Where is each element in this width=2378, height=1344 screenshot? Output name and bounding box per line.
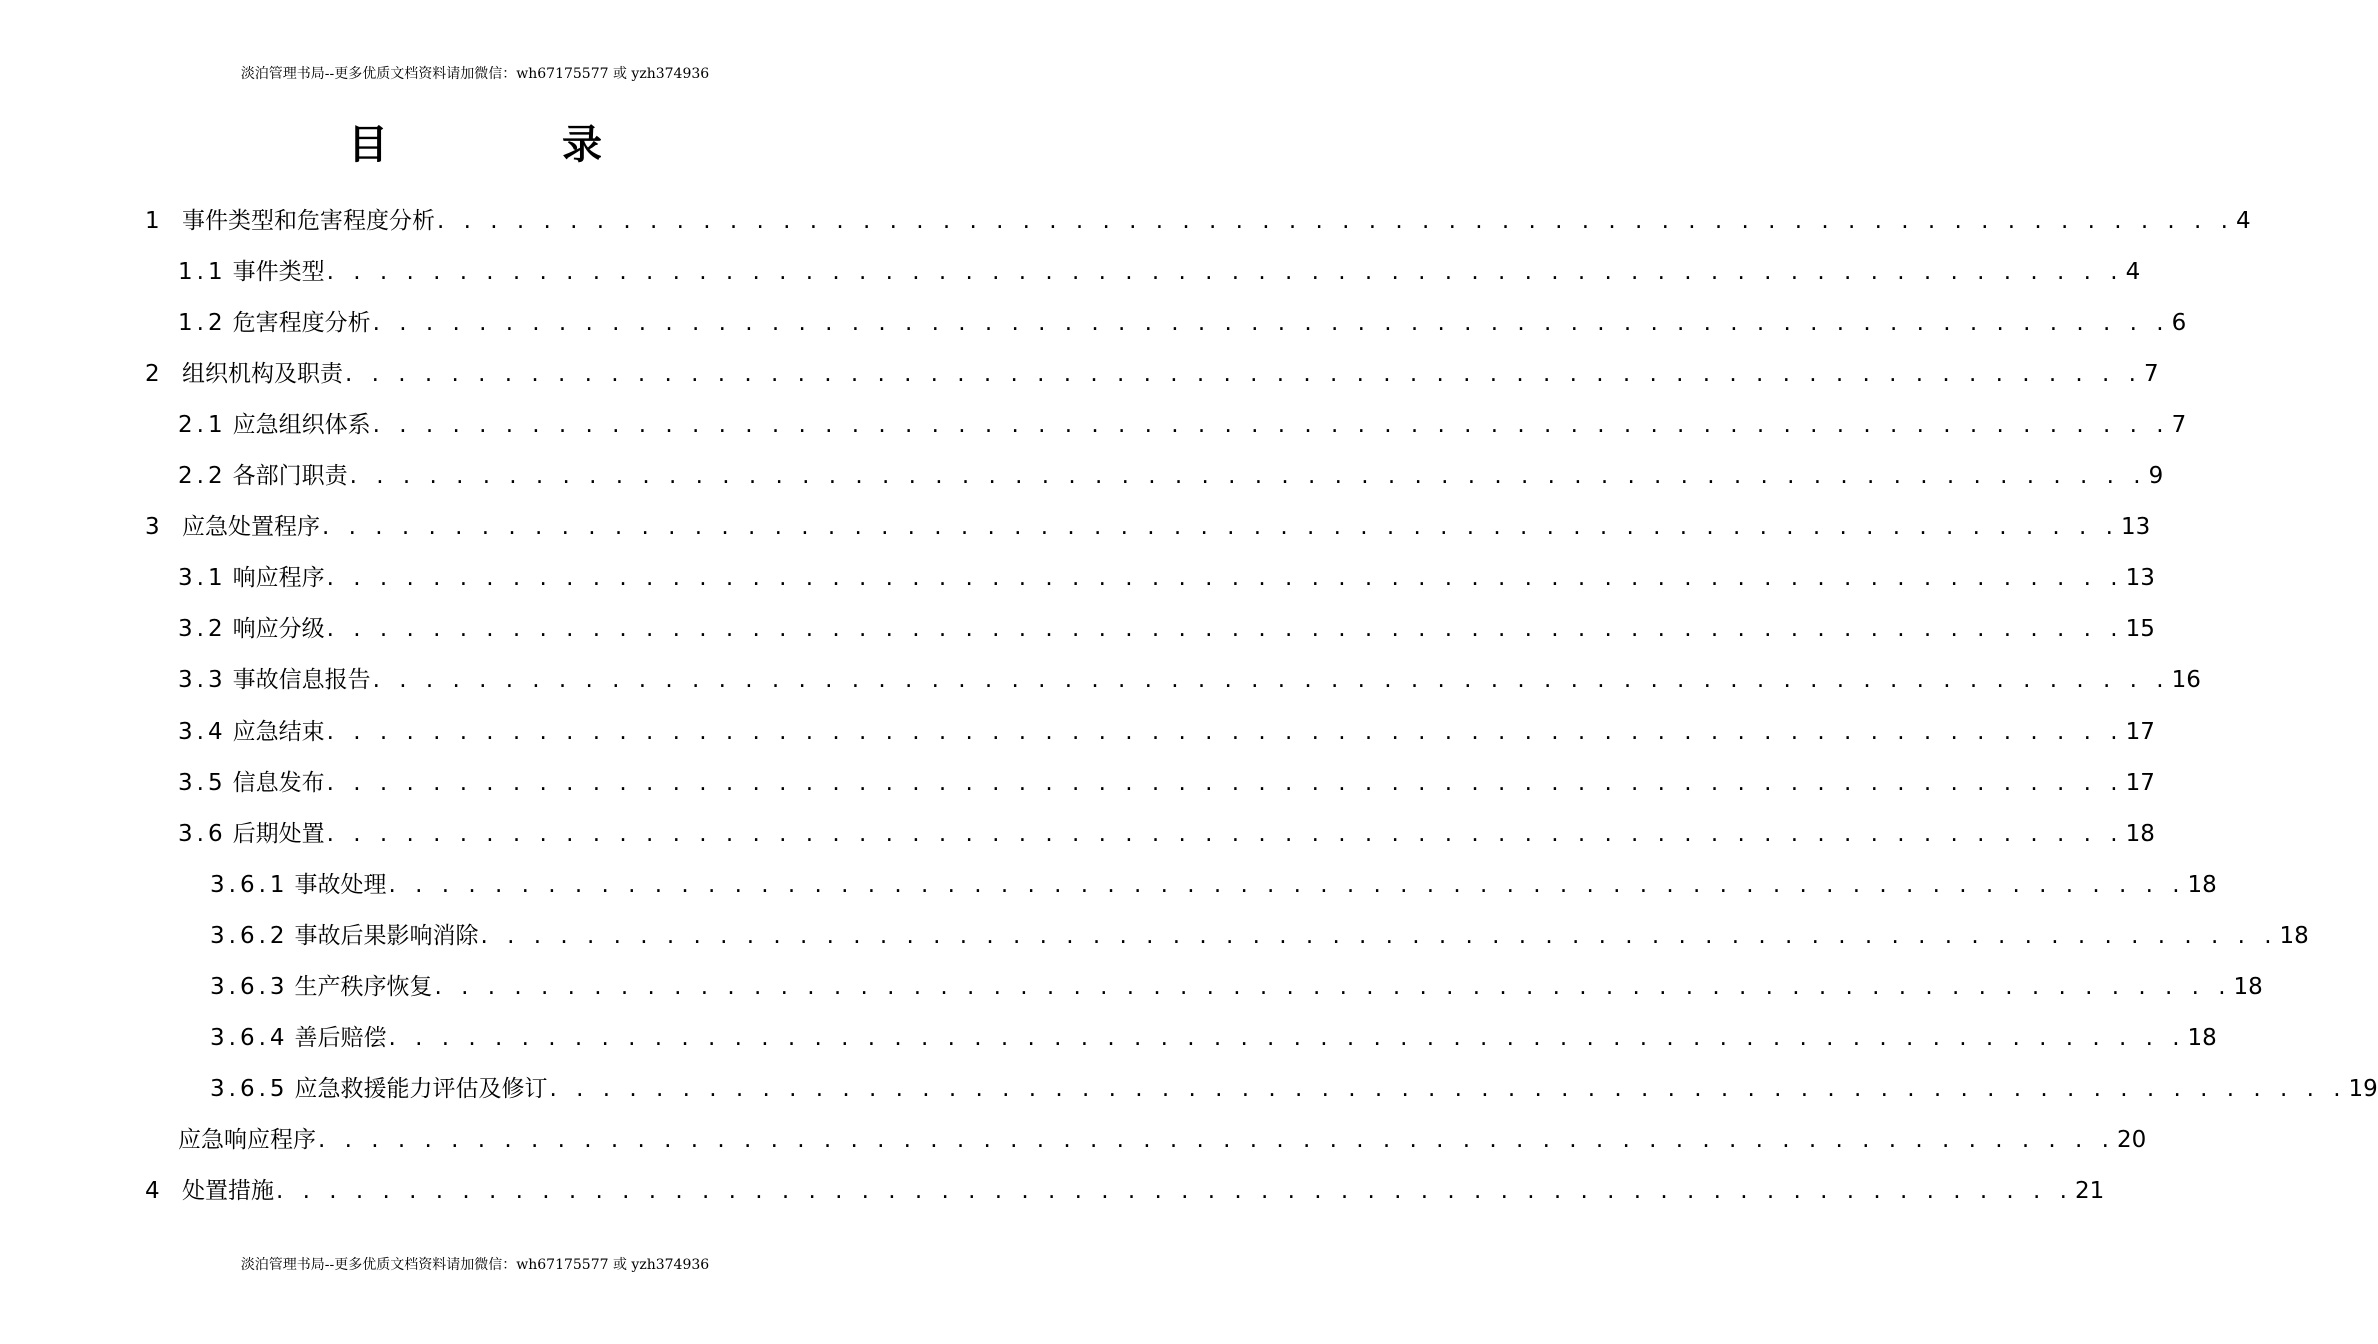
toc-entry[interactable] xyxy=(178,297,2187,348)
toc-entry[interactable] xyxy=(178,451,2164,502)
toc-entry[interactable] xyxy=(145,1166,2105,1217)
toc-entry-number: 3.6.1 xyxy=(210,871,289,898)
toc-entry-title: 应急救援能力评估及修订 xyxy=(294,1076,548,1103)
toc-entry-title: 生产秩序恢复 xyxy=(294,974,433,1000)
page-title: 目 录 xyxy=(348,122,682,168)
toc-entry-number: 3.4 xyxy=(178,718,227,745)
toc-entry-page-number: 16 xyxy=(2171,667,2201,694)
toc-entry-number: 1.2 xyxy=(178,309,227,336)
toc-entry-page-number: 6 xyxy=(2171,309,2187,336)
toc-entry[interactable] xyxy=(178,604,2155,655)
toc-leader-dots: . . . . . . . . . . . . . . . . . . . . . . . . . . . . . . . . . . . . . . . . . . . . . . . . . . . . . . . . . . . . . . . . . . . . xyxy=(326,820,2124,847)
toc-leader-dots: . . . . . . . . . . . . . . . . . . . . . . . . . . . . . . . . . . . . . . . . . . . . . . . . . . . . . . . . . . . . . . . . . . . . xyxy=(276,1178,2073,1205)
toc-entry-title: 应急响应程序 xyxy=(178,1127,316,1154)
toc-entry[interactable] xyxy=(210,1064,2378,1115)
toc-entry-number: 3.6.4 xyxy=(210,1025,289,1052)
toc-leader-dots: . . . . . . . . . . . . . . . . . . . . . . . . . . . . . . . . . . . . . . . . . . . . . . . . . . . . . . . . . . . . . . . . . . . . xyxy=(372,411,2170,438)
toc-leader-dots: . . . . . . . . . . . . . . . . . . . . . . . . . . . . . . . . . . . . . . . . . . . . . . . . . . . . . . . . . . . . . . . . . . . . xyxy=(326,769,2124,796)
toc-leader-dots: . . . . . . . . . . . . . . . . . . . . . . . . . . . . . . . . . . . . . . . . . . . . . . . . . . . . . . . . . . . . . . . . . . . . xyxy=(345,360,2142,387)
toc-entry-number: 2.1 xyxy=(178,411,227,438)
toc-entry[interactable] xyxy=(178,706,2155,757)
toc-entry-page-number: 18 xyxy=(2279,922,2309,949)
toc-entry[interactable] xyxy=(210,910,2309,961)
toc-entry-number: 1 xyxy=(145,207,164,234)
toc-entry-page-number: 7 xyxy=(2171,411,2187,438)
toc-leader-dots: . . . . . . . . . . . . . . . . . . . . . . . . . . . . . . . . . . . . . . . . . . . . . . . . . . . . . . . . . . . . . . . . . . . . xyxy=(372,309,2170,336)
toc-entry[interactable] xyxy=(145,348,2159,399)
toc-entry-page-number: 18 xyxy=(2187,871,2217,898)
toc-entry-title: 组织机构及职责 xyxy=(182,360,343,387)
toc-entry-title: 应急结束 xyxy=(232,718,325,745)
toc-entry-page-number: 18 xyxy=(2187,1025,2217,1052)
toc-entry-number: 3.5 xyxy=(178,769,227,796)
toc-entry-number: 1.1 xyxy=(178,258,227,285)
toc-entry-page-number: 20 xyxy=(2117,1127,2147,1154)
toc-leader-dots: . . . . . . . . . . . . . . . . . . . . . . . . . . . . . . . . . . . . . . . . . . . . . . . . . . . . . . . . . . . . . . . . . . . . xyxy=(437,207,2234,234)
toc-leader-dots: . . . . . . . . . . . . . . . . . . . . . . . . . . . . . . . . . . . . . . . . . . . . . . . . . . . . . . . . . . . . . . . . . . . . xyxy=(326,565,2124,592)
toc-entry-title: 后期处置 xyxy=(232,820,325,847)
toc-entry[interactable] xyxy=(178,757,2155,808)
toc-entry-title: 响应程序 xyxy=(232,565,325,592)
toc-entry-title: 信息发布 xyxy=(232,769,325,796)
toc-entry-title: 应急组织体系 xyxy=(232,411,371,438)
toc-leader-dots: . . . . . . . . . . . . . . . . . . . . . . . . . . . . . . . . . . . . . . . . . . . . . . . . . . . . . . . . . . . . . . . . . . . . xyxy=(372,667,2170,694)
toc-leader-dots: . . . . . . . . . . . . . . . . . . . . . . . . . . . . . . . . . . . . . . . . . . . . . . . . . . . . . . . . . . . . . . . . . . . . xyxy=(322,514,2119,541)
toc-entry-title: 事件类型 xyxy=(232,258,325,285)
toc-entry-page-number: 9 xyxy=(2148,463,2164,489)
toc-entry-title: 善后赔偿 xyxy=(294,1025,387,1052)
toc-entry-number: 3.6.5 xyxy=(210,1076,289,1103)
toc-leader-dots: . . . . . . . . . . . . . . . . . . . . . . . . . . . . . . . . . . . . . . . . . . . . . . . . . . . . . . . . . . . . . . . . . . . . xyxy=(326,718,2124,745)
toc-entry[interactable] xyxy=(178,655,2201,706)
toc-leader-dots: . . . . . . . . . . . . . . . . . . . . . . . . . . . . . . . . . . . . . . . . . . . . . . . . . . . . . . . . . . . . . . . . . . . . xyxy=(549,1076,2347,1103)
toc-entry-number: 3.2 xyxy=(178,616,227,643)
toc-leader-dots: . . . . . . . . . . . . . . . . . . . . . . . . . . . . . . . . . . . . . . . . . . . . . . . . . . . . . . . . . . . . . . . . . . . . xyxy=(388,1025,2186,1052)
toc-leader-dots: . . . . . . . . . . . . . . . . . . . . . . . . . . . . . . . . . . . . . . . . . . . . . . . . . . . . . . . . . . . . . . . . . . . . xyxy=(480,922,2278,949)
toc-entry-page-number: 4 xyxy=(2236,207,2251,234)
toc-entry-page-number: 18 xyxy=(2125,820,2155,847)
toc-entry-page-number: 17 xyxy=(2125,769,2155,796)
toc-entry-number: 3.6.3 xyxy=(210,974,289,1000)
toc-entry-page-number: 15 xyxy=(2125,616,2155,643)
toc-entry[interactable] xyxy=(178,808,2155,859)
toc-entry[interactable] xyxy=(178,246,2141,297)
toc-entry[interactable] xyxy=(145,502,2151,553)
toc-entry-title: 各部门职责 xyxy=(232,463,348,489)
toc-entry[interactable] xyxy=(178,1115,2147,1166)
toc-entry-number: 3 xyxy=(145,514,164,541)
toc-leader-dots: . . . . . . . . . . . . . . . . . . . . . . . . . . . . . . . . . . . . . . . . . . . . . . . . . . . . . . . . . . . . . . . . . . . . xyxy=(326,258,2124,285)
toc-entry-number: 3.3 xyxy=(178,667,227,694)
toc-entry-number: 2 xyxy=(145,360,164,387)
toc-entry[interactable] xyxy=(210,1013,2217,1064)
toc-entry-page-number: 19 xyxy=(2348,1076,2378,1103)
toc-entry-page-number: 13 xyxy=(2121,514,2151,541)
toc-entry-title: 响应分级 xyxy=(232,616,325,643)
toc-entry-number: 3.6.2 xyxy=(210,922,289,949)
toc-entry-title: 事件类型和危害程度分析 xyxy=(182,207,435,234)
toc-entry-page-number: 7 xyxy=(2144,360,2159,387)
toc-entry-number: 2.2 xyxy=(178,463,227,489)
toc-entry-page-number: 21 xyxy=(2075,1178,2105,1205)
header-note: 淡泊管理书局--更多优质文档资料请加微信：wh67175577 或 yzh374936 xyxy=(240,66,710,82)
footer-note: 淡泊管理书局--更多优质文档资料请加微信：wh67175577 或 yzh374936 xyxy=(240,1257,710,1273)
toc-leader-dots: . . . . . . . . . . . . . . . . . . . . . . . . . . . . . . . . . . . . . . . . . . . . . . . . . . . . . . . . . . . . . . . . . . . . xyxy=(434,974,2232,1000)
toc-leader-dots: . . . . . . . . . . . . . . . . . . . . . . . . . . . . . . . . . . . . . . . . . . . . . . . . . . . . . . . . . . . . . . . . . . . . xyxy=(326,616,2124,643)
toc-entry-title: 事故处理 xyxy=(294,871,387,898)
toc-entry-number: 3.1 xyxy=(178,565,227,592)
toc-entry-title: 事故后果影响消除 xyxy=(294,922,479,949)
toc-entry[interactable] xyxy=(210,859,2217,910)
toc-entry-page-number: 13 xyxy=(2125,565,2155,592)
toc-entry-page-number: 4 xyxy=(2125,258,2141,285)
toc-entry-page-number: 18 xyxy=(2233,974,2263,1000)
toc-entry-title: 处置措施 xyxy=(182,1178,274,1205)
toc-leader-dots: . . . . . . . . . . . . . . . . . . . . . . . . . . . . . . . . . . . . . . . . . . . . . . . . . . . . . . . . . . . . . . . . . . . . xyxy=(349,463,2147,489)
toc-leader-dots: . . . . . . . . . . . . . . . . . . . . . . . . . . . . . . . . . . . . . . . . . . . . . . . . . . . . . . . . . . . . . . . . . . . . xyxy=(318,1127,2115,1154)
toc-leader-dots: . . . . . . . . . . . . . . . . . . . . . . . . . . . . . . . . . . . . . . . . . . . . . . . . . . . . . . . . . . . . . . . . . . . . xyxy=(388,871,2186,898)
toc-entry-number: 3.6 xyxy=(178,820,227,847)
toc-entry-page-number: 17 xyxy=(2125,718,2155,745)
toc-entry-title: 危害程度分析 xyxy=(232,309,371,336)
toc-entry[interactable] xyxy=(178,399,2187,450)
toc-entry[interactable] xyxy=(178,553,2155,604)
toc-entry[interactable] xyxy=(145,195,2251,246)
toc-entry-title: 应急处置程序 xyxy=(182,514,320,541)
toc-entry-number: 4 xyxy=(145,1178,164,1205)
toc-entry-title: 事故信息报告 xyxy=(232,667,371,694)
toc-entry[interactable] xyxy=(210,962,2263,1013)
